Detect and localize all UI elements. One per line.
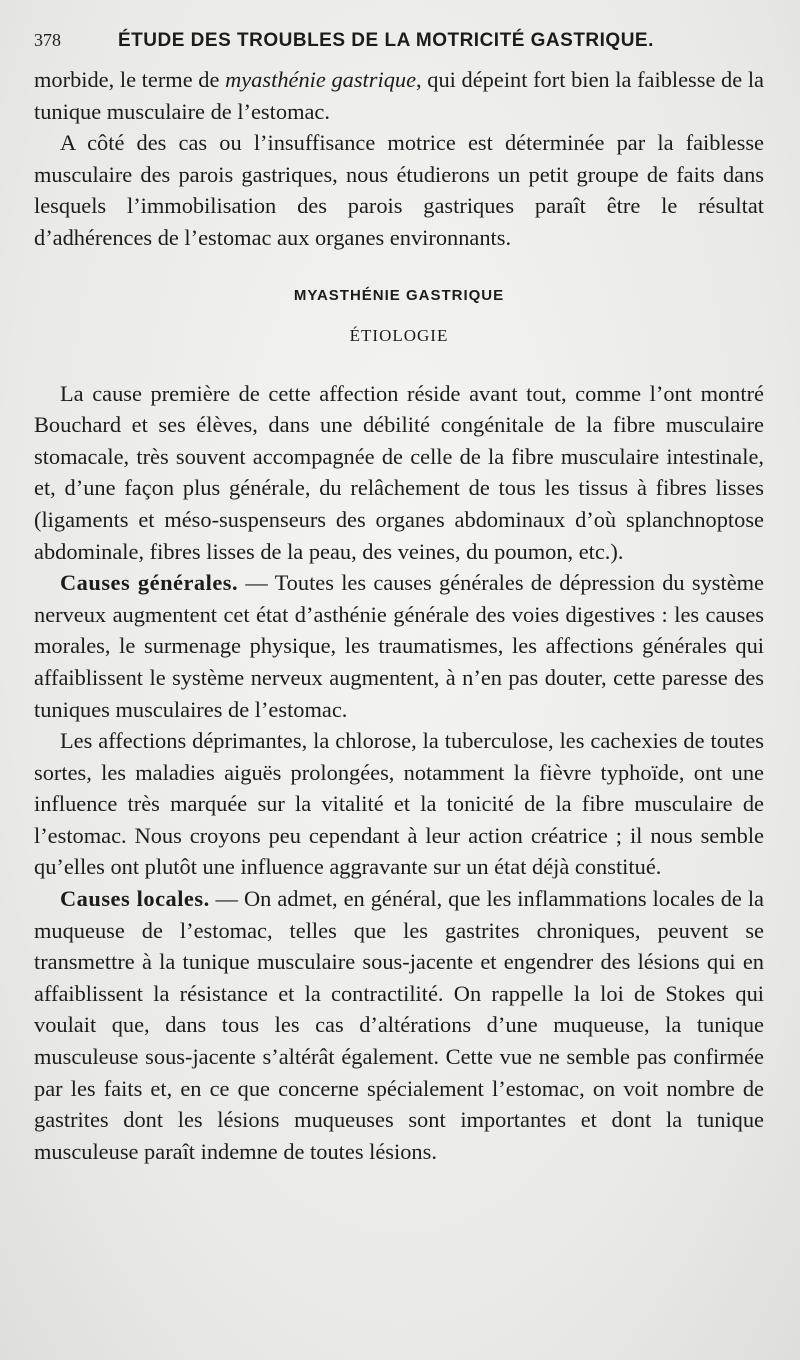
paragraph [34,567,764,725]
paragraph-text: , qui dépeint fort bien la faiblesse de la tunique musculaire de l’estomac. [34,67,764,124]
run-in-heading: Causes générales. [60,570,239,596]
subsection-title: ÉTIOLOGIE [349,325,449,345]
body-text [34,64,764,1167]
paragraph [34,883,764,1167]
italic-term: myasthénie gastrique [225,67,417,92]
paragraph: La cause première de cette affection réside avant tout, comme l’ont montré Bouchard et ses élèves, dans une débilité congénitale de la fibre musculaire stomacale, très souvent accompagnée de celle de la fibre musculaire intestinale, et, d’une façon plus générale, du relâchement de tous les tissus à fibres lisses (ligaments et méso-suspenseurs des organes abdominaux d’où splanchnoptose abdominale, fibres lisses de la peau, des veines, du poumon, etc.). [34,380,764,564]
section-title: MYASTHÉNIE GASTRIQUE [293,286,505,304]
paragraph-text: morbide, le terme de [34,67,226,92]
running-title: ÉTUDE DES TROUBLES DE LA MOTRICITÉ GASTRIQUE. [118,30,654,51]
page-number: 378 [34,30,61,50]
paragraph-text: — On admet, en général, que les inflammations locales de la muqueuse de l’estomac, telles que les gastrites chroniques, peuvent se transmettre à la tunique musculaire sous-jacente et engendrer des lésions qui en affaiblissent la résistance et la contractilité. On rappelle la loi de Stokes qui voulait que, dans tous les cas d’altérations d’une muqueuse, la tunique musculeuse sous-jacente s’altérât également. Cette vue ne semble pas confirmée par les faits et, en ce que concerne spécialement l’estomac, on voit nombre de gastrites dont les lésions muqueuses sont importantes et dont la tunique musculeuse paraît indemne de toutes lésions. [34,886,764,1164]
run-in-heading: Causes locales. [60,886,210,912]
paragraph-continued [34,64,764,127]
running-head [34,30,764,64]
paragraph: Les affections déprimantes, la chlorose, la tuberculose, les cachexies de toutes sortes, les maladies aiguës prolongées, notamment la fièvre typhoïde, ont une influence très marquée sur la vitalité et la tonicité de la fibre musculaire de l’estomac. Nous croyons peu cependant à leur action créatrice ; il nous semble qu’elles ont plutôt une influence aggravante sur un état déjà constitué. [34,728,764,880]
paragraph-text: — Toutes les causes générales de dépression du système nerveux augmentent cet état d’asthénie générale des voies digestives : les causes morales, le surmenage physique, les traumatismes, les affections générales qui affaiblissent le système nerveux augmentent, à n’en pas douter, cette paresse des tuniques musculaires de l’estomac. [34,570,764,722]
paragraph: A côté des cas ou l’insuffisance motrice est déterminée par la faiblesse musculaire des parois gastriques, nous étudierons un petit groupe de faits dans lesquels l’immobilisation des parois gastriques paraît être le résultat d’adhérences de l’estomac aux organes environnants. [34,130,764,250]
